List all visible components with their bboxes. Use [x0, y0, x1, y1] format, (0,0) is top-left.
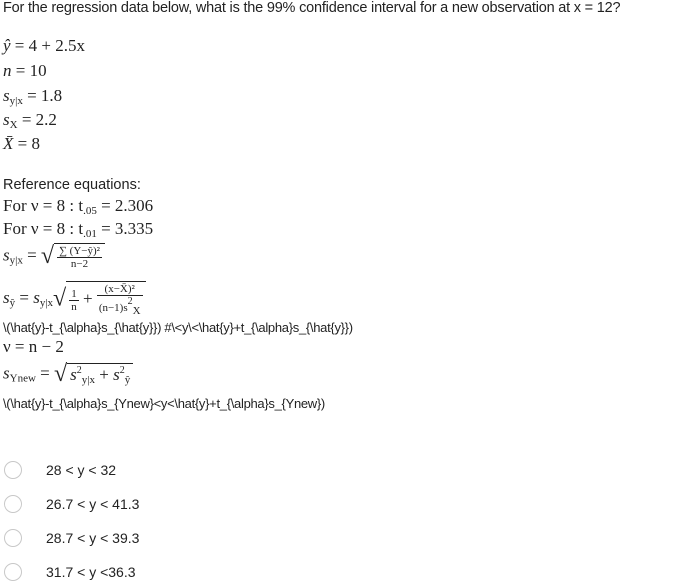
equation-sx: $s_X = 2.2$: [3, 110, 57, 131]
syx-formula-base: s: [3, 245, 10, 265]
question-text: For the regression data below, what is the 99% confidence interval for a new observation at x = 12?: [3, 0, 621, 16]
synew-radicand: [67, 363, 133, 386]
radio-button-icon[interactable]: [4, 461, 22, 479]
t01-value: = 3.335: [101, 219, 154, 238]
sx-value: 2.2: [35, 110, 57, 129]
xbar-value: 8: [31, 134, 40, 153]
syx-radicand: [54, 243, 105, 270]
answer-option-2[interactable]: [4, 492, 140, 516]
syhat-term2-den-sub: X: [132, 305, 141, 317]
syx-numerator: ∑ (Y−ŷ)²: [59, 245, 100, 257]
sx-base: s: [3, 110, 10, 129]
t01-subscript: .01: [83, 228, 97, 240]
synew-formula: $s_{Ynew}$ = √ $s^2_{y|x} + s^2_ŷ$: [3, 361, 133, 388]
xbar-symbol: X̄: [3, 134, 14, 153]
syhat-term2-den-sup: 2: [127, 296, 133, 307]
answer-option-label[interactable]: 28.7 < y < 39.3: [46, 530, 140, 546]
radio-button-icon[interactable]: [4, 495, 22, 513]
synew-b-sub: ŷ: [124, 374, 131, 386]
syhat-term1-den: n: [71, 300, 77, 313]
radio-button-icon[interactable]: [4, 529, 22, 547]
synew-a-sup: 2: [76, 365, 82, 376]
t05-prefix: For ν = 8 : t: [3, 196, 84, 215]
equation-n: n = 10: [3, 61, 47, 80]
syhat-base: s: [3, 287, 10, 307]
syhat-sub: ŷ: [9, 296, 16, 309]
syx-value: 1.8: [40, 86, 63, 105]
ci-formula-raw: \(\hat{y}-t_{\alpha}s_{\hat{y}}) #\<y\<\hat{y}+t_{\alpha}s_{\hat{y}}): [3, 320, 353, 335]
sqrt-icon: √: [40, 243, 55, 269]
yhat-expression: 4 + 2.5x: [28, 36, 85, 55]
n-symbol: n: [3, 61, 12, 80]
synew-plus: +: [99, 365, 109, 384]
syhat-mid-sub: y|x: [39, 296, 54, 309]
syhat-term2-num: (x−X̄)²: [97, 283, 143, 296]
synew-b-sup: 2: [119, 365, 125, 376]
syhat-mid-base: s: [33, 287, 40, 307]
syx-formula-sub: y|x: [9, 254, 23, 267]
syhat-term2-den-text: (n−1)s: [98, 302, 128, 314]
syhat-radicand: $\frac{1}{n}$ + $\frac{\text{(x−X̄)²}}{(n-1)s2X}$: [66, 281, 145, 317]
t05-line: [3, 196, 153, 217]
t01-prefix: For ν = 8 : t: [3, 219, 84, 238]
syx-subscript: y|x: [9, 95, 23, 107]
synew-a-sub: y|x: [81, 374, 95, 386]
answer-option-label[interactable]: 31.7 < y <36.3: [46, 564, 136, 580]
syhat-term1: [69, 288, 79, 313]
sqrt-icon: √: [54, 361, 68, 387]
yhat-symbol: ŷ: [3, 36, 11, 55]
synew-base: s: [3, 363, 10, 383]
answer-option-label[interactable]: 28 < y < 32: [46, 462, 117, 478]
n-value: 10: [29, 61, 47, 80]
synew-a-base: s: [70, 365, 77, 384]
sx-subscript: X: [9, 119, 18, 131]
sqrt-icon: √: [53, 285, 67, 312]
answer-option-1[interactable]: [4, 458, 117, 482]
t01-line: [3, 219, 153, 240]
syx-base: s: [3, 86, 10, 105]
reference-heading: Reference equations:: [3, 177, 141, 193]
syhat-term2: [97, 283, 143, 317]
equation-syx: $s_{y|x} = 1.8$: [3, 86, 63, 107]
syx-fraction: [57, 245, 102, 270]
equation-xbar: X̄ = 8: [3, 134, 40, 153]
answer-option-4[interactable]: [4, 560, 136, 584]
syhat-term2-den: [97, 296, 143, 317]
radio-button-icon[interactable]: [4, 563, 22, 581]
t05-subscript: .05: [83, 205, 97, 217]
pi-formula-raw: \(\hat{y}-t_{\alpha}s_{Ynew}<y<\hat{y}+t_{\alpha}s_{Ynew}): [3, 396, 325, 411]
synew-b-base: s: [113, 365, 120, 384]
syx-denominator: n−2: [70, 258, 89, 270]
synew-sub: Ynew: [9, 372, 36, 385]
equation-yhat: ŷ = 4 + 2.5x: [3, 36, 85, 55]
syhat-term1-num: 1: [71, 287, 77, 300]
t05-value: = 2.306: [101, 196, 154, 215]
answer-option-3[interactable]: [4, 526, 140, 550]
answer-option-label[interactable]: 26.7 < y < 41.3: [46, 496, 140, 512]
syx-formula: $s_{y|x}$ = √ $\frac{\text{∑ (Y−ŷ)²}}{n-2}$: [3, 243, 105, 270]
syhat-formula: $s_ŷ = s_{y|x}√$ $\frac{1}{n}$ + $\frac{\text{(x−X̄)²}}{(n-1)s2X}$: [3, 281, 146, 317]
nu-line: ν = n − 2: [3, 337, 64, 356]
